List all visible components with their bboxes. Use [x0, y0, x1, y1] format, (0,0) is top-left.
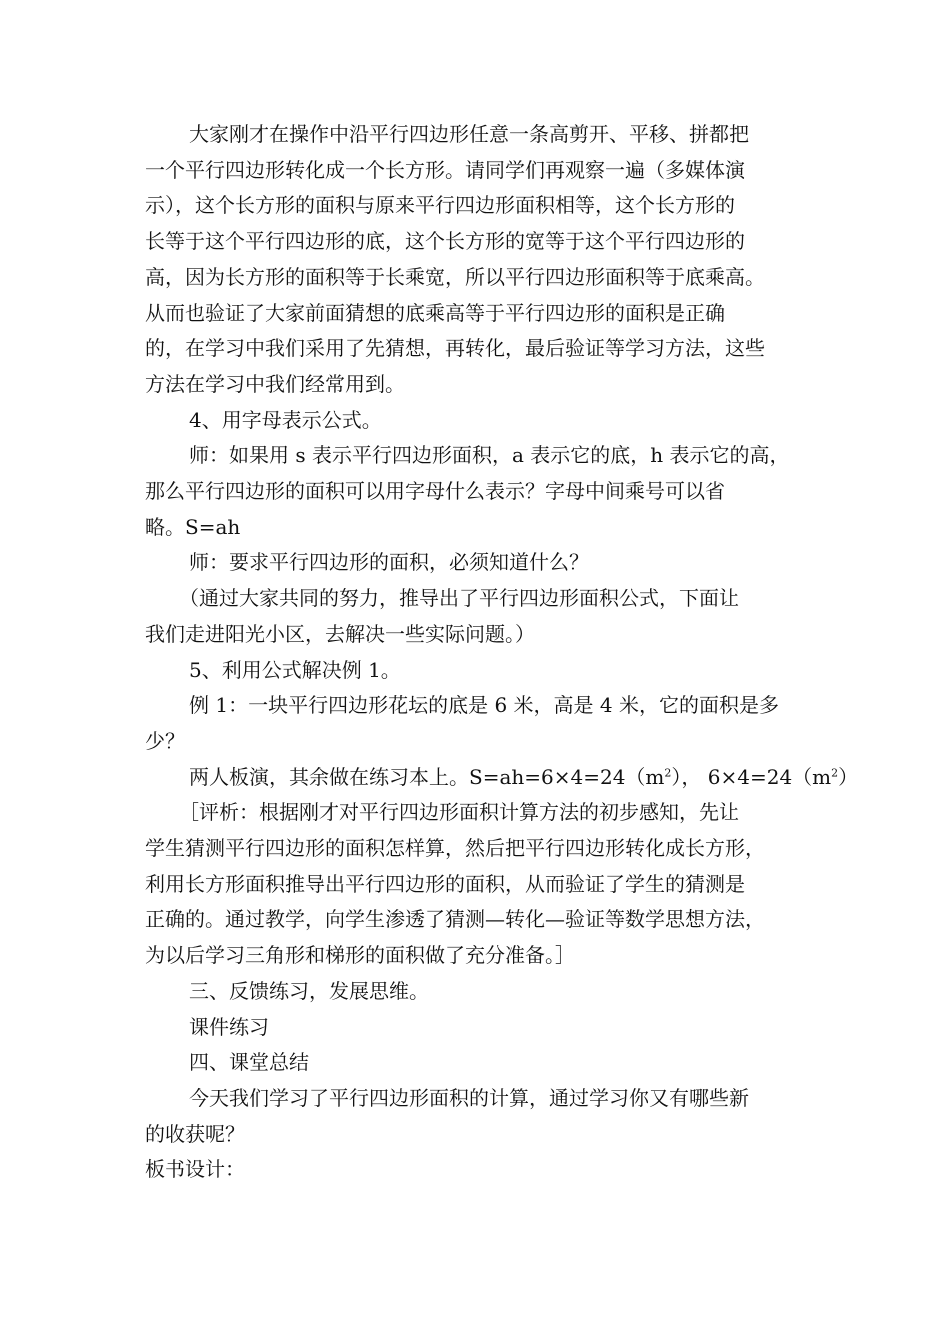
text-line: 方法在学习中我们经常用到。 — [145, 371, 405, 396]
text-line: 从而也验证了大家前面猜想的底乘高等于平行四边形的面积是正确 — [145, 300, 725, 325]
text-line: 我们走进阳光小区，去解决一些实际问题。） — [145, 621, 535, 646]
paragraph-teacher-ask — [145, 545, 835, 581]
text-line: 示），这个长方形的面积与原来平行四边形面积相等，这个长方形的 — [145, 193, 735, 218]
text-line — [145, 760, 859, 796]
formula-text: ） — [838, 764, 859, 789]
heading-text: 4、用字母表示公式。 — [189, 407, 382, 432]
text-line: 少？ — [145, 728, 185, 753]
heading-text: 板书设计： — [145, 1157, 245, 1182]
paragraph-courseware — [145, 1010, 835, 1046]
paragraph-teacher-question — [145, 438, 835, 545]
formula-text: 两人板演，其余做在练习本上。S=ah=6×4=24（m — [189, 764, 665, 789]
text-line: 高，因为长方形的面积等于长乘宽，所以平行四边形面积等于底乘高。 — [145, 264, 765, 289]
section-heading-example — [145, 653, 835, 689]
paragraph-explanation — [145, 117, 835, 403]
superscript: 2 — [664, 766, 672, 779]
paragraph-transition — [145, 581, 835, 652]
text-line: 学生猜测平行四边形的面积怎样算，然后把平行四边形转化成长方形， — [145, 836, 765, 861]
text-line: （通过大家共同的努力，推导出了平行四边形面积公式，下面让 — [179, 586, 739, 611]
formula-text: ）， 6×4=24（m — [671, 764, 832, 789]
text-line: 课件练习 — [189, 1014, 269, 1039]
text-line: 一个平行四边形转化成一个长方形。请同学们再观察一遍（多媒体演 — [145, 157, 745, 182]
paragraph-commentary — [145, 795, 835, 974]
text-line: 的收获呢？ — [145, 1121, 245, 1146]
text-line: 例 1：一块平行四边形花坛的底是 6 米，高是 4 米，它的面积是多 — [189, 693, 779, 718]
paragraph-board-work — [145, 760, 859, 796]
text-line: 为以后学习三角形和梯形的面积做了充分准备。］ — [145, 943, 575, 968]
text-line: 的，在学习中我们采用了先猜想，再转化，最后验证等学习方法，这些 — [145, 336, 765, 361]
text-line: 师：要求平行四边形的面积，必须知道什么？ — [189, 550, 589, 575]
text-line: 正确的。通过教学，向学生渗透了猜测—转化—验证等数学思想方法， — [145, 907, 765, 932]
heading-text: 三、反馈练习，发展思维。 — [189, 978, 429, 1003]
document-body — [145, 117, 859, 1188]
text-line: ［评析：根据刚才对平行四边形面积计算方法的初步感知，先让 — [179, 800, 739, 825]
paragraph-example-1 — [145, 688, 835, 759]
text-line: 那么平行四边形的面积可以用字母什么表示？字母中间乘号可以省 — [145, 479, 725, 504]
section-heading-formula — [145, 403, 835, 439]
heading-text: 5、利用公式解决例 1。 — [189, 657, 401, 682]
superscript: 2 — [831, 766, 839, 779]
heading-text: 四、课堂总结 — [189, 1050, 309, 1075]
text-line: 大家刚才在操作中沿平行四边形任意一条高剪开、平移、拼都把 — [189, 122, 749, 146]
text-line: 利用长方形面积推导出平行四边形的面积，从而验证了学生的猜测是 — [145, 871, 745, 896]
text-line: 今天我们学习了平行四边形面积的计算，通过学习你又有哪些新 — [189, 1085, 749, 1110]
text-line: 长等于这个平行四边形的底，这个长方形的宽等于这个平行四边形的 — [145, 229, 745, 254]
text-line: 略。S=ah — [145, 514, 241, 539]
text-line: 师：如果用 s 表示平行四边形面积，a 表示它的底，h 表示它的高， — [189, 443, 790, 468]
paragraph-summary — [145, 1081, 835, 1152]
section-heading-board-design — [145, 1152, 835, 1188]
section-heading-summary — [145, 1045, 835, 1081]
section-heading-practice — [145, 974, 835, 1010]
